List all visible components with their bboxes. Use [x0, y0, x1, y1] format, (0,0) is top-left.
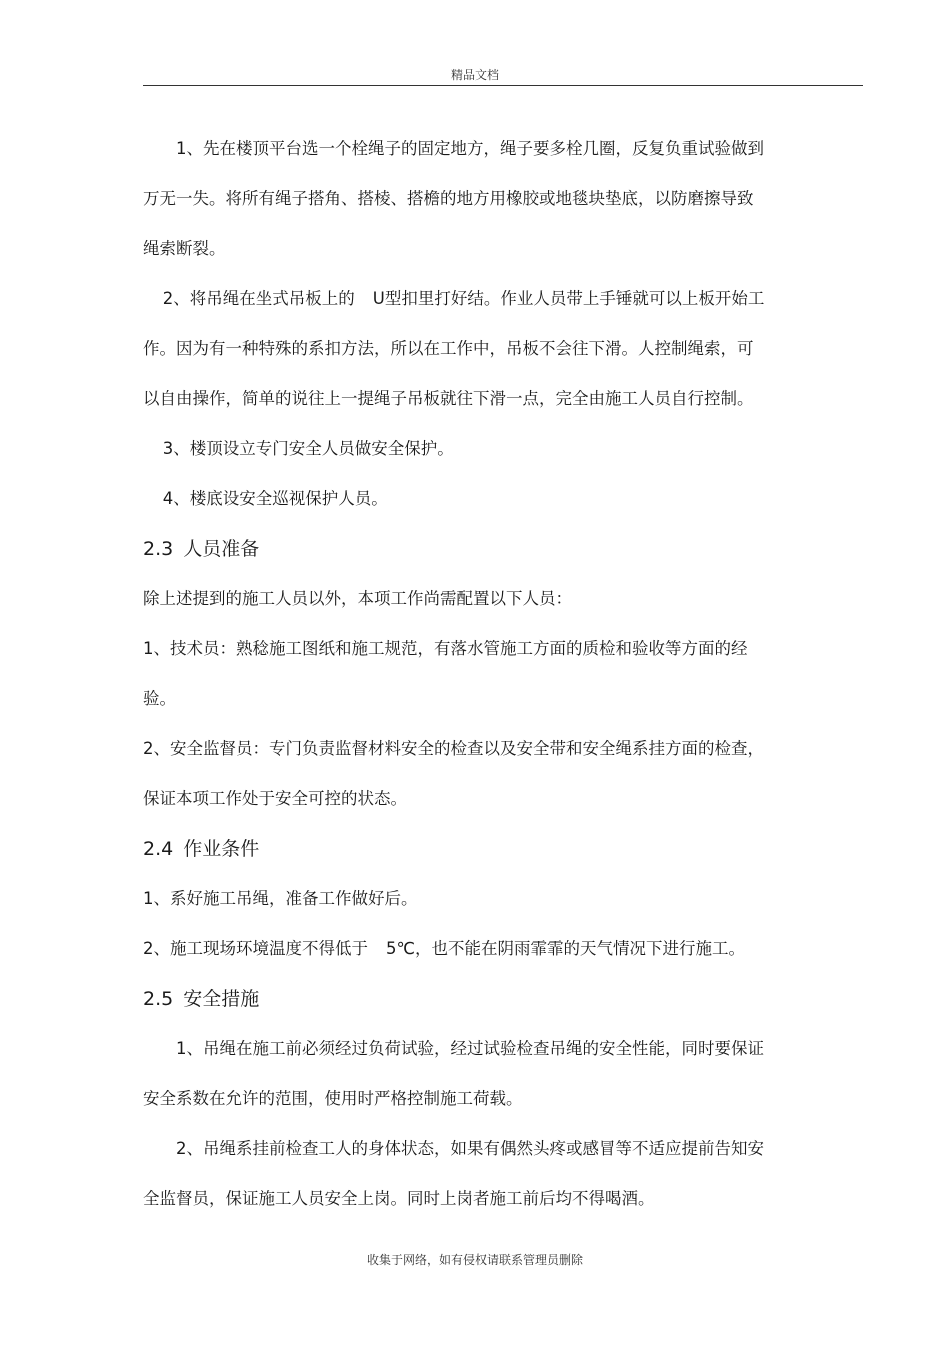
section-heading [143, 524, 823, 574]
paragraph-line: 绳索断裂。 [143, 239, 226, 258]
paragraph-line: 保证本项工作处于安全可控的状态。 [143, 789, 407, 808]
paragraph-line: 2、吊绳系挂前检查工人的身体状态，如果有偶然头疼或感冒等不适应提前告知安 [176, 1139, 764, 1158]
paragraph-line: 作。因为有一种特殊的系扣方法，所以在工作中，吊板不会往下滑。人控制绳索，可 [143, 339, 754, 358]
section-title: 人员准备 [183, 538, 260, 560]
section-heading [143, 824, 823, 874]
paragraph-line: 以自由操作，简单的说往上一提绳子吊板就往下滑一点，完全由施工人员自行控制。 [143, 389, 754, 408]
text-run: U型扣里打好结。作业人员带上手锤就可以上板开始工 [372, 289, 765, 308]
text-run: 5℃，也不能在阴雨霏霏的天气情况下进行施工。 [386, 939, 746, 958]
section-heading [143, 974, 823, 1024]
paragraph-line: 全监督员，保证施工人员安全上岗。同时上岗者施工前后均不得喝酒。 [143, 1189, 655, 1208]
paragraph-line: 安全系数在允许的范围，使用时严格控制施工荷载。 [143, 1089, 523, 1108]
section-number: 2.3 [143, 538, 174, 560]
header-divider [143, 85, 863, 86]
page-footer: 收集于网络，如有侵权请联系管理员删除 [366, 1253, 583, 1267]
section-number: 2.4 [143, 838, 174, 860]
paragraph-line: 除上述提到的施工人员以外，本项工作尚需配置以下人员： [143, 589, 572, 608]
paragraph-line: 1、技术员：熟稔施工图纸和施工规范，有落水管施工方面的质检和验收等方面的经 [143, 639, 748, 658]
page-header: 精品文档 [450, 68, 499, 82]
paragraph-line: 3、楼顶设立专门安全人员做安全保护。 [162, 439, 454, 458]
paragraph-line [143, 274, 823, 324]
paragraph-line: 万无一失。将所有绳子搭角、搭棱、搭檐的地方用橡胶或地毯块垫底，以防磨擦导致 [143, 189, 754, 208]
section-title: 安全措施 [183, 988, 260, 1010]
paragraph-line: 4、楼底设安全巡视保护人员。 [162, 489, 388, 508]
paragraph-line: 2、安全监督员：专门负责监督材料安全的检查以及安全带和安全绳系挂方面的检查， [143, 739, 764, 758]
text-run: 2、将吊绳在坐式吊板上的 [162, 289, 355, 308]
paragraph-line: 1、系好施工吊绳，准备工作做好后。 [143, 889, 418, 908]
paragraph-line: 1、吊绳在施工前必须经过负荷试验，经过试验检查吊绳的安全性能，同时要保证 [176, 1039, 764, 1058]
paragraph-line: 1、先在楼顶平台选一个栓绳子的固定地方，绳子要多栓几圈，反复负重试验做到 [176, 139, 764, 158]
section-title: 作业条件 [183, 838, 260, 860]
paragraph-line [143, 924, 823, 974]
section-number: 2.5 [143, 988, 174, 1010]
paragraph-line: 验。 [143, 689, 176, 708]
text-run: 2、施工现场环境温度不得低于 [143, 939, 368, 958]
document-body [143, 124, 823, 1224]
